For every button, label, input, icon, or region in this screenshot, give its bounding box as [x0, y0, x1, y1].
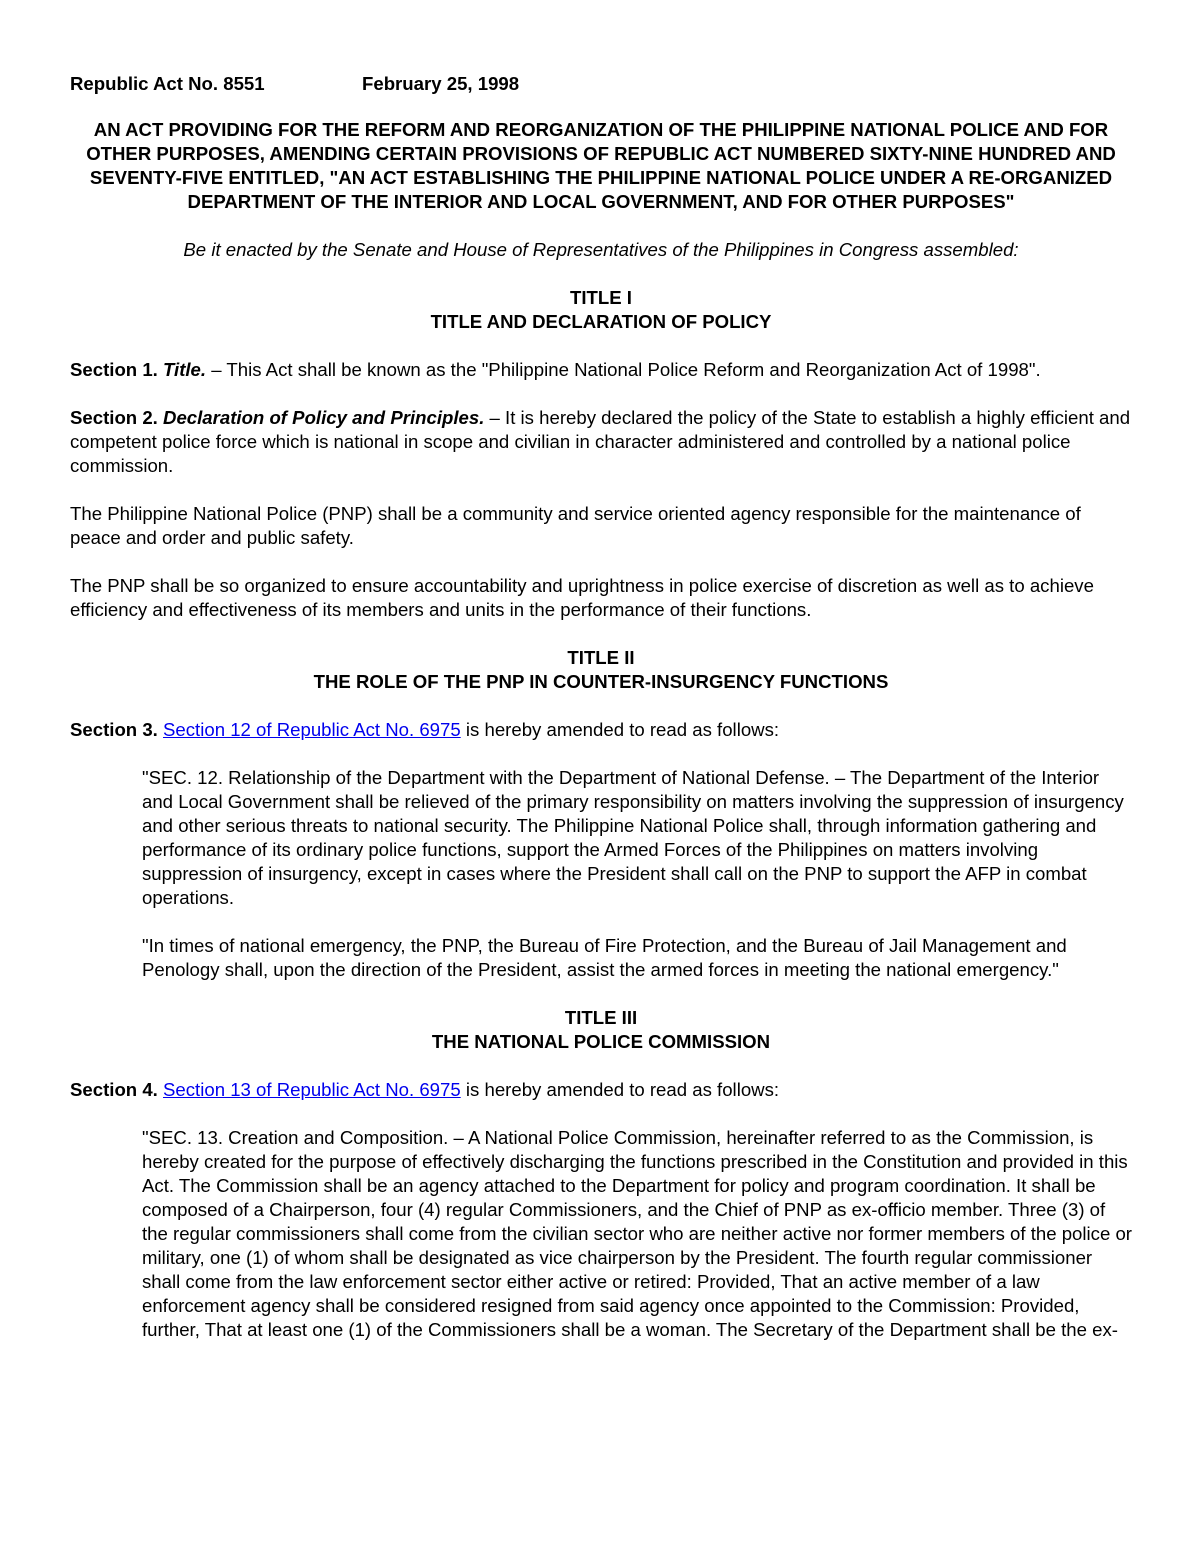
section-2-text: – It is hereby declared the policy of the State to establish a highly efficient and competent police force which is national in scope and civilian in character administered and controlled by a national police commission. [70, 407, 1131, 476]
title-3-number: TITLE III [564, 1007, 638, 1028]
section-4-quote [142, 1126, 1132, 1342]
section-3-quote-paragraph-2: "In times of national emergency, the PNP, the Bureau of Fire Protection, and the Bureau of Jail Management and Penology shall, upon the direction of the President, assist the armed forces in meeting the national emergency." [142, 935, 1067, 980]
title-1-number: TITLE I [570, 287, 632, 308]
title-2-number: TITLE II [567, 647, 635, 668]
section-4-label: Section 4. [70, 1079, 158, 1100]
section-3 [70, 718, 1132, 742]
section-2 [70, 406, 1132, 478]
section-2-heading: Declaration of Policy and Principles. [163, 407, 485, 428]
section-1 [70, 358, 1132, 382]
title-1-heading [70, 286, 1132, 334]
title-3-name: THE NATIONAL POLICE COMMISSION [431, 1031, 771, 1052]
act-number: Republic Act No. 8551 [70, 73, 265, 94]
section-3-quote-paragraph-1: "SEC. 12. Relationship of the Department with the Department of National Defense. – The Department of the Interior and Local Government shall be relieved of the primary responsibility on matters involving the suppression of insurgency and other serious threats to national security. The Philippine National Police shall, through information gathering and performance of its ordinary police functions, support the Armed Forces of the Philippines on matters involving suppression of insurgency, except in cases where the President shall call on the PNP to support the AFP in combat operations. [142, 767, 1124, 908]
section-1-label: Section 1. [70, 359, 158, 380]
section-2-paragraph-2: The Philippine National Police (PNP) shall be a community and service oriented agency responsible for the maintenance of peace and order and public safety. [70, 503, 1081, 548]
section-2-paragraph-3: The PNP shall be so organized to ensure accountability and uprightness in police exercise of discretion as well as to achieve efficiency and effectiveness of its members and units in the performance of their functions. [70, 575, 1094, 620]
section-4 [70, 1078, 1132, 1102]
enacting-clause: Be it enacted by the Senate and House of Representatives of the Philippines in Congress assembled: [183, 239, 1019, 260]
document-page [70, 72, 1132, 1366]
title-3-heading [70, 1006, 1132, 1054]
section-12-ra-6975-link[interactable]: Section 12 of Republic Act No. 6975 [163, 719, 461, 740]
act-title: AN ACT PROVIDING FOR THE REFORM AND REORGANIZATION OF THE PHILIPPINE NATIONAL POLICE AND FOR OTHER PURPOSES, AMENDING CERTAIN PROVISIONS OF REPUBLIC ACT NUMBERED SIXTY-NINE HUNDRED AND SEVENTY-FIVE ENTITLED, "AN ACT ESTABLISHING THE PHILIPPINE NATIONAL POLICE UNDER A RE-ORGANIZED DEPARTMENT OF THE INTERIOR AND LOCAL GOVERNMENT, AND FOR OTHER PURPOSES" [86, 119, 1116, 212]
title-2-heading [70, 646, 1132, 694]
section-1-heading: Title. [163, 359, 207, 380]
section-2-label: Section 2. [70, 407, 158, 428]
section-1-text: – This Act shall be known as the "Philippine National Police Reform and Reorganization Act of 1998". [206, 359, 1041, 380]
section-3-text: is hereby amended to read as follows: [460, 719, 780, 740]
section-4-quote-paragraph-1: "SEC. 13. Creation and Composition. – A National Police Commission, hereinafter referred to as the Commission, is hereby created for the purpose of effectively discharging the functions prescribed in the Constitution and provided in this Act. The Commission shall be an agency attached to the Department for policy and program coordination. It shall be composed of a Chairperson, four (4) regular Commissioners, and the Chief of PNP as ex-officio member. Three (3) of the regular commissioners shall come from the civilian sector who are neither active nor former members of the police or military, one (1) of whom shall be designated as vice chairperson by the President. The fourth regular commissioner shall come from the law enforcement sector either active or retired: Provided, That an active member of a law enforcement agency shall be considered resigned from said agency once appointed to the Commission: Provided, further, That at least one (1) of the Commissioners shall be a woman. The Secretary of the Department shall be the ex- [142, 1127, 1132, 1340]
section-4-text: is hereby amended to read as follows: [460, 1079, 780, 1100]
act-date: February 25, 1998 [362, 73, 520, 94]
section-3-label: Section 3. [70, 719, 158, 740]
document-header [70, 72, 1132, 96]
title-2-name: THE ROLE OF THE PNP IN COUNTER-INSURGENCY FUNCTIONS [313, 671, 889, 692]
title-1-name: TITLE AND DECLARATION OF POLICY [430, 311, 772, 332]
section-13-ra-6975-link[interactable]: Section 13 of Republic Act No. 6975 [163, 1079, 461, 1100]
section-3-quote [142, 766, 1132, 982]
